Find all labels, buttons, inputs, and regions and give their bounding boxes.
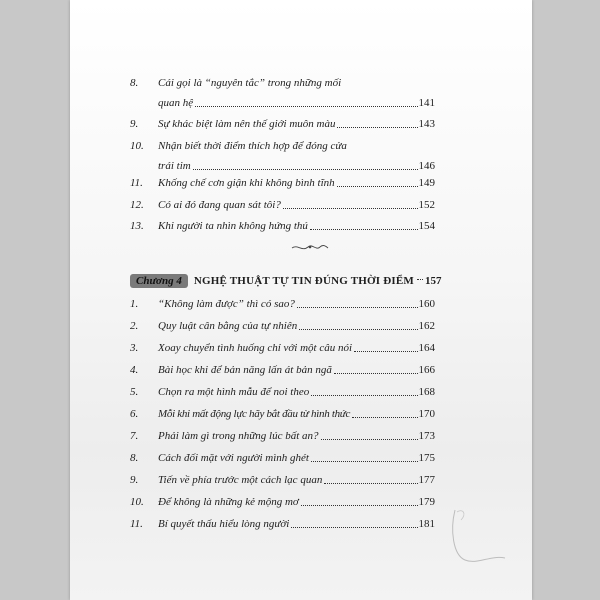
toc-entry-13[interactable] [130, 216, 435, 236]
dot-leader [311, 461, 418, 462]
toc-entry-number: 9. [130, 118, 139, 130]
dot-leader [299, 329, 417, 330]
toc-entry-title: Nhận biết thời điểm thích hợp để đóng cửa [158, 140, 347, 152]
toc-entry-page: 168 [418, 386, 435, 398]
toc-entry-title: Mỗi khi mất động lực hãy bắt đầu từ hình thức [158, 408, 351, 420]
dot-leader [195, 106, 417, 107]
toc-entry-number: 5. [130, 386, 139, 398]
toc-entry-title: “Không làm được” thì có sao? [158, 298, 295, 310]
toc-entry-page: 181 [418, 518, 435, 530]
dot-leader [337, 127, 417, 128]
dot-leader [291, 527, 417, 528]
toc-entry-title: Bài học khi để bản năng lấn át bản ngã [158, 364, 332, 376]
toc-entry-page: 179 [418, 496, 435, 508]
chapter-title: NGHỆ THUẬT TỰ TIN ĐÚNG THỜI ĐIỂM [193, 275, 414, 287]
toc-entry-page: 141 [418, 97, 435, 109]
toc-entry-page: 177 [418, 474, 435, 486]
toc-entry-title: Quy luật cân bằng của tự nhiên [158, 320, 298, 332]
chapter-heading[interactable] [130, 271, 442, 291]
toc-entry-page: 175 [418, 452, 435, 464]
decorative-scribble-icon [445, 500, 515, 570]
toc-entry-title: Cái gọi là “nguyên tắc” trong những mối [158, 77, 342, 89]
toc-entry-page: 164 [418, 342, 435, 354]
toc-entry-page: 154 [418, 220, 435, 232]
toc-entry-title: Sự khác biệt làm nên thế giới muôn màu [158, 118, 336, 130]
toc-entry-page: 162 [418, 320, 435, 332]
toc-entry-8[interactable] [130, 73, 435, 113]
toc-entry-title: Có ai đó đang quan sát tôi? [158, 199, 281, 211]
dot-leader [311, 395, 417, 396]
toc-entry-title: Để không là những kẻ mộng mơ [158, 496, 299, 508]
toc-entry-number: 8. [130, 77, 139, 89]
toc-entry-number: 12. [130, 199, 144, 211]
toc-entry-title: Xoay chuyển tình huống chỉ với một câu nói [158, 342, 353, 354]
toc-entry-title: Tiến về phía trước một cách lạc quan [158, 474, 323, 486]
toc-entry-title-cont: trái tim [158, 160, 191, 172]
toc-entry-9[interactable] [130, 114, 435, 134]
toc-entry-title: Bí quyết thấu hiểu lòng người [158, 518, 290, 530]
toc-entry-title-cont: quan hệ [158, 97, 194, 109]
dot-leader [310, 229, 418, 230]
toc-entry-page: 152 [418, 199, 435, 211]
chapter-page: 157 [424, 275, 442, 287]
toc-entry-title: Khi người ta nhìn không hứng thú [158, 220, 308, 232]
toc-entry-page: 146 [418, 160, 435, 172]
toc-entry-page: 149 [418, 177, 435, 189]
toc-entry-title: Cách đối mặt với người mình ghét [158, 452, 309, 464]
toc-entry-number: 8. [130, 452, 139, 464]
chapter-badge: Chương 4 [130, 274, 188, 288]
dot-leader [354, 351, 417, 352]
toc-entry-10[interactable] [130, 136, 435, 176]
toc-entry-page: 170 [418, 408, 435, 420]
dot-leader [321, 439, 418, 440]
toc-entry-number: 10. [130, 496, 144, 508]
flourish-ornament-icon [290, 240, 330, 254]
toc-entry-page: 143 [418, 118, 435, 130]
dot-leader [324, 483, 417, 484]
dot-leader [193, 169, 418, 170]
toc-entry-number: 3. [130, 342, 139, 354]
toc-entry-number: 2. [130, 320, 139, 332]
dot-leader [417, 279, 423, 280]
dot-leader [301, 505, 418, 506]
toc-entry-number: 11. [130, 518, 143, 530]
dot-leader [337, 186, 418, 187]
toc-entry-number: 11. [130, 177, 143, 189]
toc-entry-12[interactable] [130, 195, 435, 215]
toc-entry-number: 7. [130, 430, 139, 442]
toc-entry-page: 173 [418, 430, 435, 442]
toc-entry-number: 10. [130, 140, 144, 152]
dot-leader [283, 208, 418, 209]
toc-entry-title: Khống chế cơn giận khi không bình tĩnh [158, 177, 335, 189]
toc-entry-11[interactable] [130, 173, 435, 193]
toc-entry-page: 166 [418, 364, 435, 376]
dot-leader [297, 307, 418, 308]
toc-entry-number: 9. [130, 474, 139, 486]
toc-entry-number: 13. [130, 220, 144, 232]
dot-leader [334, 373, 418, 374]
dot-leader [352, 417, 417, 418]
toc-entry-title: Phải làm gì trong những lúc bất an? [158, 430, 319, 442]
toc-entry-number: 4. [130, 364, 139, 376]
toc-entry-number: 1. [130, 298, 139, 310]
toc-entry-number: 6. [130, 408, 139, 420]
toc-entry-page: 160 [418, 298, 435, 310]
toc-entry-title: Chọn ra một hình mẫu để noi theo [158, 386, 310, 398]
